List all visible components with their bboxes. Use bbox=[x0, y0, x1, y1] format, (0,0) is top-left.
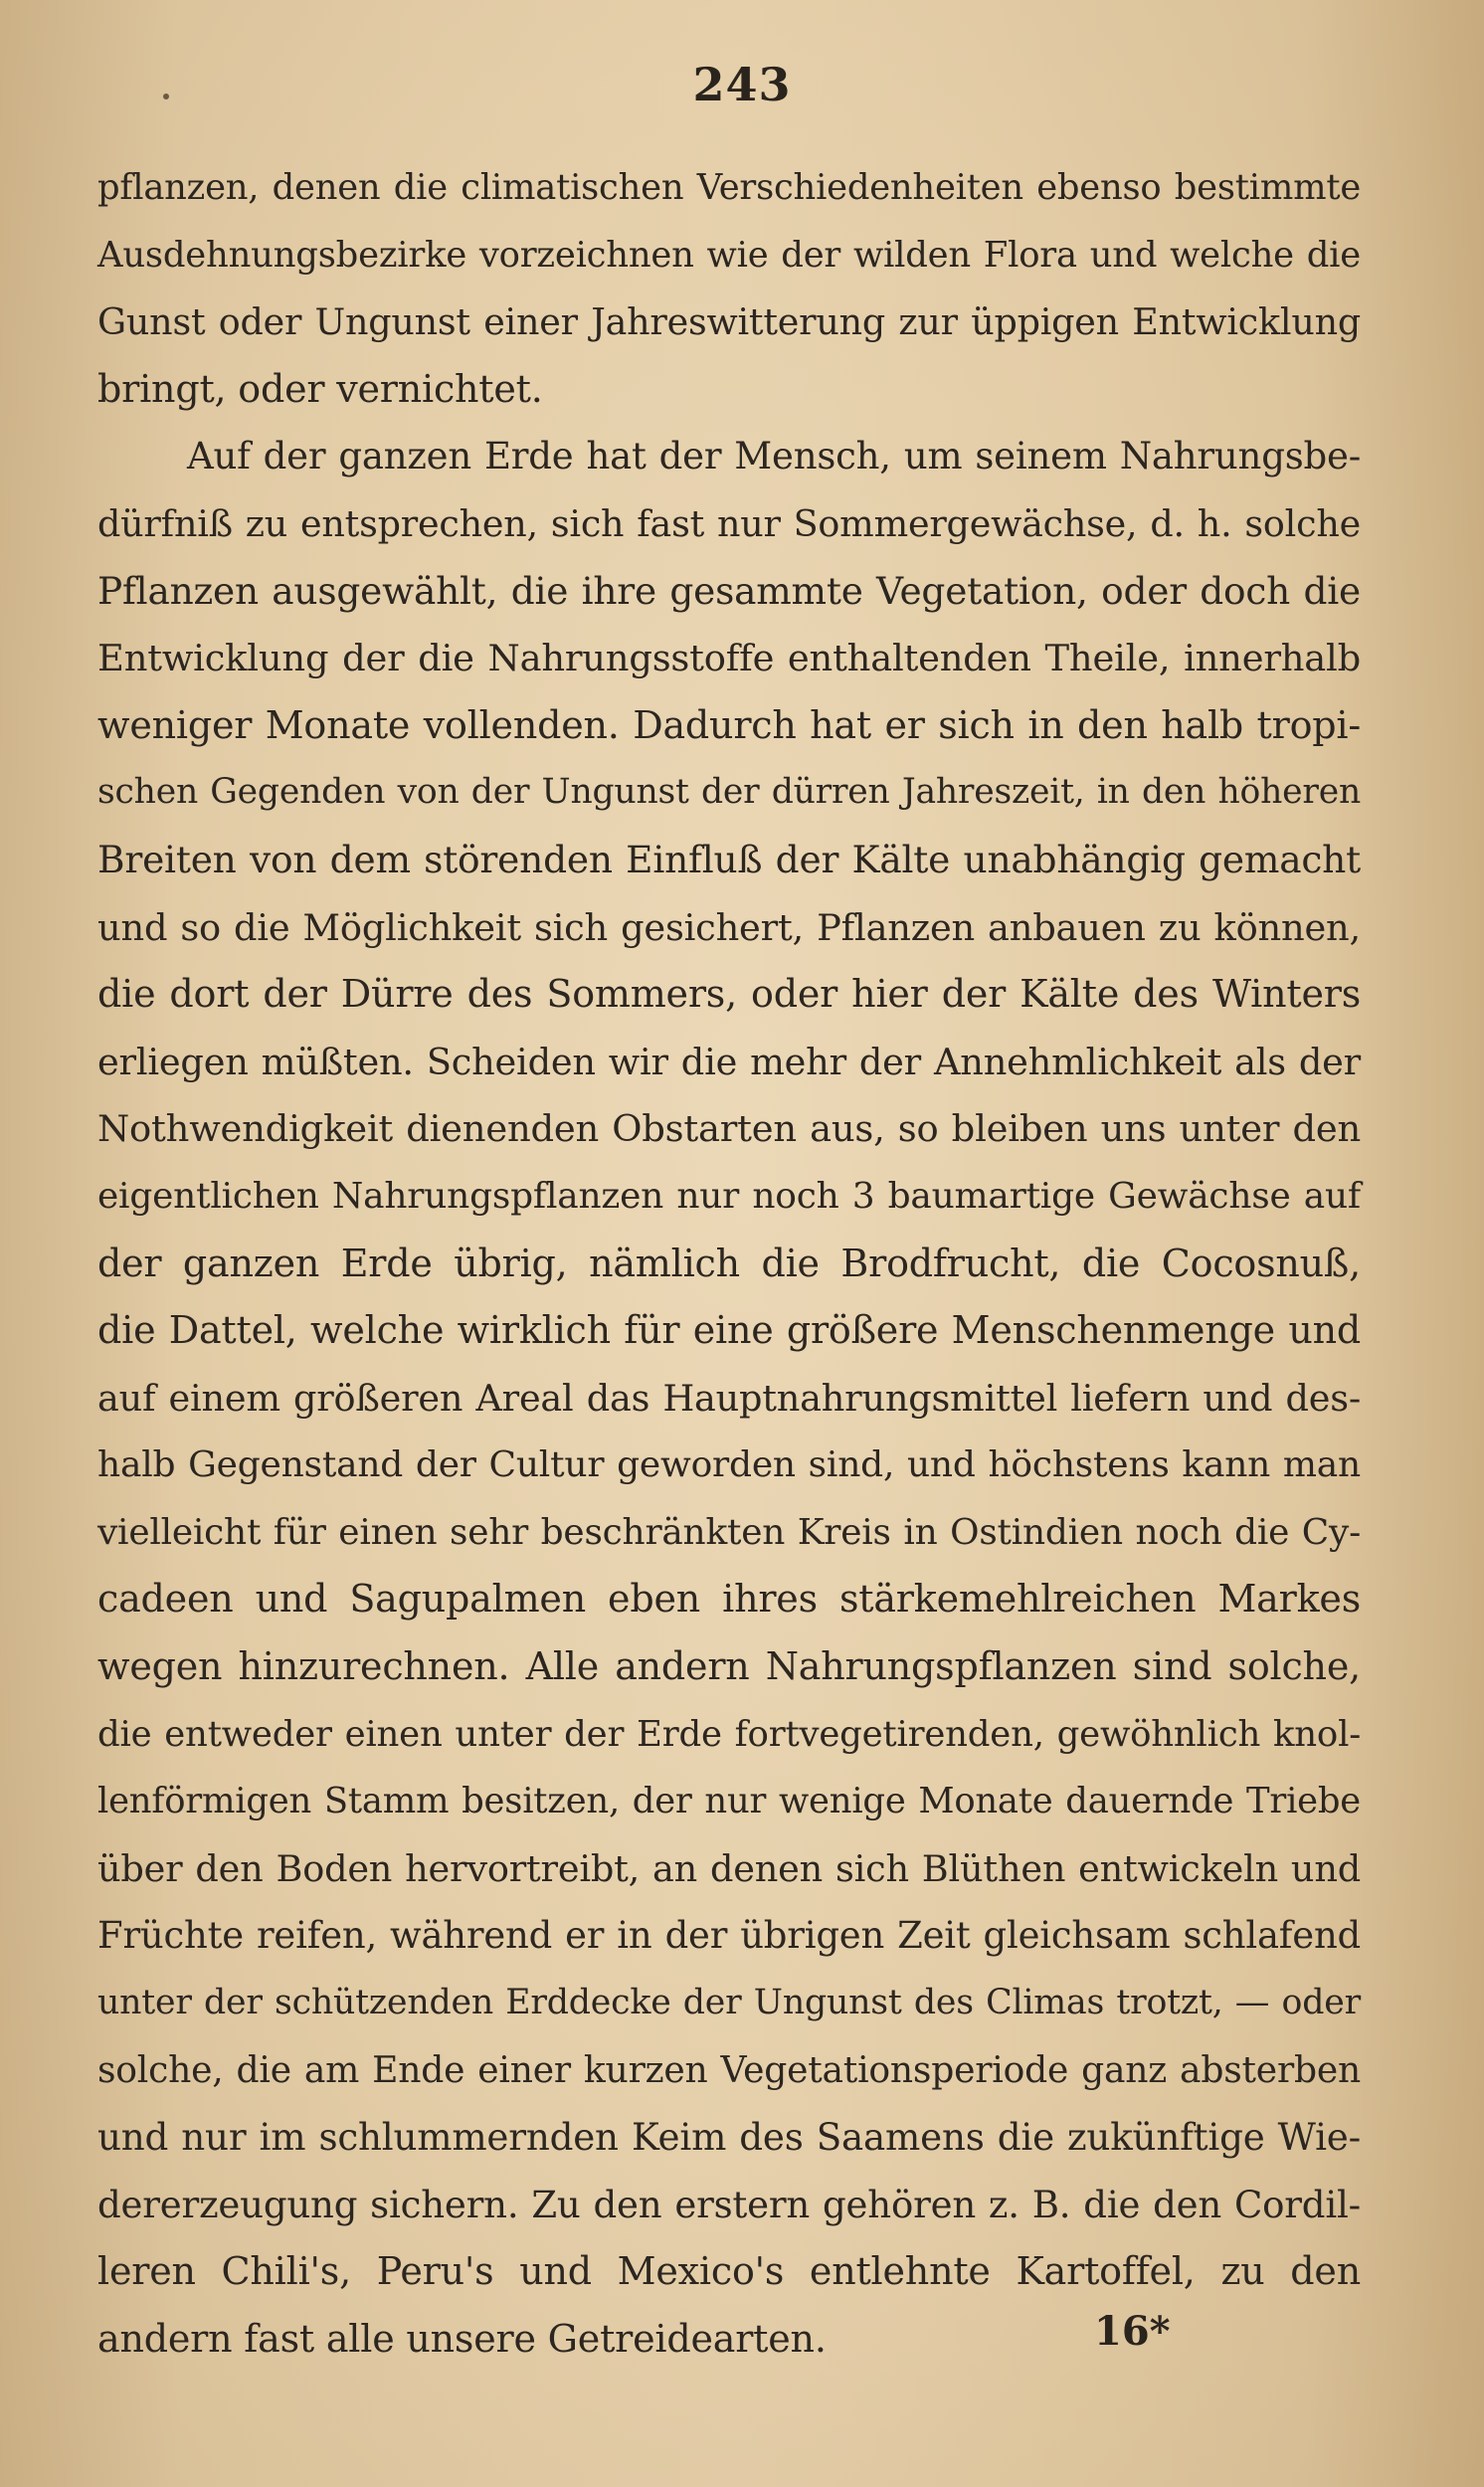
text-line: leren Chili's, Peru's und Mexico's entlehnte Kartoffel, zu den bbox=[97, 2249, 1361, 2294]
text-line: lenförmigen Stamm besitzen, der nur wenige Monate dauernde Triebe bbox=[97, 1781, 1361, 1822]
text-line: Gunst oder Ungunst einer Jahreswitterung zur üppigen Entwicklung bbox=[97, 300, 1361, 344]
text-line: auf einem größeren Areal das Hauptnahrungsmittel liefern und des- bbox=[97, 1376, 1361, 1420]
text-line: und so die Möglichkeit sich gesichert, Pflanzen anbauen zu können, bbox=[97, 905, 1361, 949]
text-line: eigentlichen Nahrungspflanzen nur noch 3 baumartige Gewächse auf bbox=[97, 1175, 1361, 1217]
text-line: Breiten von dem störenden Einfluß der Kälte unabhängig gemacht bbox=[97, 837, 1361, 881]
text-line: Entwicklung der die Nahrungsstoffe enthaltenden Theile, innerhalb bbox=[97, 637, 1361, 680]
text-line: weniger Monate vollenden. Dadurch hat er sich in den halb tropi- bbox=[97, 702, 1361, 747]
text-line: andern fast alle unsere Getreidearten. bbox=[97, 2317, 827, 2361]
text-line: erliegen müßten. Scheiden wir die mehr der Annehmlichkeit als der bbox=[97, 1040, 1361, 1083]
text-line: die Dattel, welche wirklich für eine größere Menschenmenge und bbox=[97, 1308, 1361, 1353]
text-line: solche, die am Ende einer kurzen Vegetationsperiode ganz absterben bbox=[97, 2048, 1361, 2091]
text-line: Früchte reifen, während er in der übrigen Zeit gleichsam schlafend bbox=[97, 1914, 1361, 1958]
text-line: wegen hinzurechnen. Alle andern Nahrungspflanzen sind solche, bbox=[97, 1644, 1361, 1689]
text-line: pflanzen, denen die climatischen Verschiedenheiten ebenso bestimmte bbox=[97, 167, 1361, 208]
body-text bbox=[97, 154, 1361, 2374]
text-line: cadeen und Sagupalmen eben ihres stärkemehlreichen Markes bbox=[97, 1577, 1361, 1622]
text-line: bringt, oder vernichtet. bbox=[97, 366, 543, 411]
text-line: Pflanzen ausgewählt, die ihre gesammte Vegetation, oder doch die bbox=[97, 568, 1361, 613]
text-line: schen Gegenden von der Ungunst der dürren Jahreszeit, in den höheren bbox=[97, 772, 1361, 813]
text-line: die dort der Dürre des Sommers, oder hier der Kälte des Winters bbox=[97, 972, 1361, 1017]
text-line: dererzeugung sichern. Zu den erstern gehören z. B. die den Cordil- bbox=[97, 2183, 1361, 2226]
text-line: Nothwendigkeit dienenden Obstarten aus, so bleiben uns unter den bbox=[97, 1107, 1361, 1151]
text-line: Auf der ganzen Erde hat der Mensch, um seinem Nahrungsbe- bbox=[187, 435, 1361, 478]
text-line: dürfniß zu entsprechen, sich fast nur Sommergewächse, d. h. solche bbox=[97, 501, 1361, 545]
signature-mark: 16* bbox=[1094, 2308, 1171, 2355]
text-line: und nur im schlummernden Keim des Saamens die zukünftige Wie- bbox=[97, 2115, 1361, 2160]
text-line: Ausdehnungsbezirke vorzeichnen wie der wilden Flora und welche die bbox=[97, 234, 1361, 276]
text-line: halb Gegenstand der Cultur geworden sind, und höchstens kann man bbox=[97, 1444, 1361, 1486]
text-line: die entweder einen unter der Erde fortvegetirenden, gewöhnlich knol- bbox=[97, 1713, 1361, 1755]
text-line: über den Boden hervortreibt, an denen sich Blüthen entwickeln und bbox=[97, 1846, 1361, 1890]
text-line: vielleicht für einen sehr beschränkten Kreis in Ostindien noch die Cy- bbox=[97, 1511, 1361, 1553]
page-number: 243 bbox=[692, 58, 792, 111]
text-line: unter der schützenden Erddecke der Ungunst des Climas trotzt, — oder bbox=[97, 1983, 1361, 2023]
text-line: der ganzen Erde übrig, nämlich die Brodfrucht, die Cocosnuß, bbox=[97, 1241, 1361, 1285]
